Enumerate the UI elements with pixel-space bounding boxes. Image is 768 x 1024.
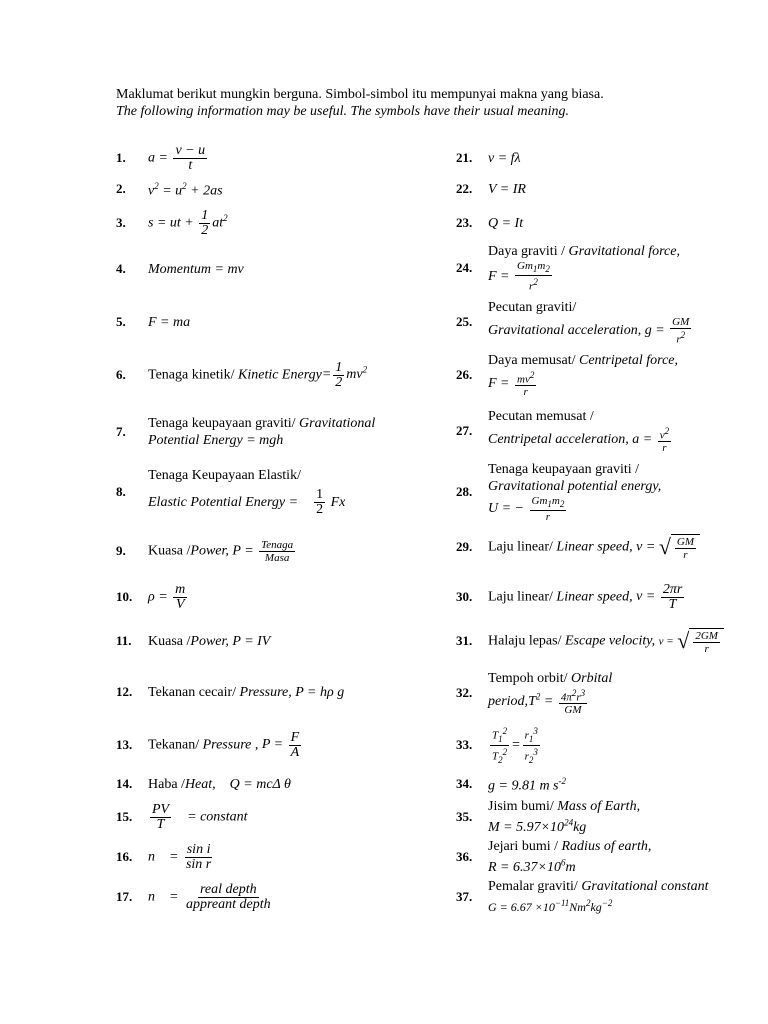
formula-10: 10. ρ = $\frac{m}{V}$: [116, 581, 186, 612]
formula-22: 22. V = IR: [456, 181, 526, 197]
formula-34: 34. g = 9.81 m $s^{-2}$: [456, 776, 567, 794]
formula-11: 11. Kuasa /Power, P = IV: [116, 633, 271, 649]
formula-27: 27. Pecutan memusat / Centripetal acceleration, a = $\frac{v^2}{r}$: [456, 408, 670, 455]
formula-29: 29. Laju linear/ Linear speed, v = √ $\frac{GM}{r}$: [456, 532, 756, 562]
intro-malay: Maklumat berikut mungkin berguna. Simbol-simbol itu mempunyai makna yang biasa.: [116, 87, 604, 102]
formula-6: 6. Tenaga kinetik/ Kinetic Energy= $\frac{1}{2}$ $mv^2$: [116, 359, 368, 390]
formula-35: 35. Jisim bumi/ Mass of Earth, $M = 5.97\times 10^{24}kg$: [456, 798, 641, 836]
formula-12: 12. Tekanan cecair/ Pressure, P = hρ g: [116, 684, 345, 700]
formula-8: 8. Tenaga Keupayaan Elastik/ Elastic Potential Energy = $\frac{1}{2}$ Fx: [116, 468, 346, 517]
formula-26: 26. Daya memusat/ Centripetal force, F = $\frac{mv^2}{r}$: [456, 352, 679, 399]
formula-36: 36. Jejari bumi / Radius of earth, $R = 6.37\times 10^6m$: [456, 838, 652, 876]
formula-7: 7. Tenaga keupayaan graviti/ Gravitational Potential Energy = mgh: [116, 416, 376, 448]
formula-33: 33. $\frac{T_1^2}{T_2^2}$ = $\frac{r_1^3}{r_2^3}$: [456, 725, 538, 765]
formula-21: 21. v = fλ: [456, 150, 521, 166]
formula-13: 13. Tekanan/ Pressure , P = $\frac{F}{A}$: [116, 729, 300, 760]
intro-english: The following information may be useful. The symbols have their usual meaning.: [116, 104, 570, 119]
formula-1: 1. a = $\frac{v - u}{t}$: [116, 142, 206, 173]
formula-25: 25. Pecutan graviti/ Gravitational acceleration, g = $\frac{GM}{r^2}$: [456, 299, 690, 346]
formula-3: 3. s = ut + $\frac{1}{2}$ $at^2$: [116, 207, 228, 238]
formula-24: 24. Daya graviti / Gravitational force, F = $\frac{Gm_1m_2}{r^2}$: [456, 244, 680, 293]
formula-31: 31. Halaju lepas/ Escape velocity, v = √ $\frac{2GM}{r}$: [456, 626, 756, 656]
formula-37: 37. Pemalar graviti/ Gravitational constant $G = 6.67 \times 10^{-11}Nm^2kg^{-2}$: [456, 879, 709, 914]
formula-4: 4. Momentum = mv: [116, 261, 244, 277]
formula-28: 28. Tenaga keupayaan graviti / Gravitational potential energy, U = − $\frac{Gm_1m_2}{r}$: [456, 461, 662, 524]
formula-14: 14. Haba /Heat, Q = mcΔ θ: [116, 776, 291, 792]
formula-23: 23. Q = It: [456, 215, 524, 231]
formula-9: 9. Kuasa /Power, P = $\frac{\text{Tenaga}}{\text{Masa}}$: [116, 538, 294, 564]
formula-30: 30. Laju linear/ Linear speed, v = $\frac{2\pi r}{T}$: [456, 581, 683, 612]
formula-15: 15. $\frac{PV}{T}$ = constant: [116, 801, 248, 832]
formula-16: 16. n = $\frac{\text{sin i}}{\text{sin r}}$: [116, 841, 212, 872]
intro: [116, 86, 604, 120]
formula-5: 5. F = ma: [116, 314, 191, 330]
formula-17: 17. n = $\frac{\text{real depth}}{\text{appreant depth}}$: [116, 881, 271, 912]
formula-2: 2. $v^2 = u^2 + 2as$: [116, 181, 223, 199]
formula-32: 32. Tempoh orbit/ Orbital $period,T^2$ = $\frac{4\pi^2r^3}{GM}$: [456, 670, 613, 717]
